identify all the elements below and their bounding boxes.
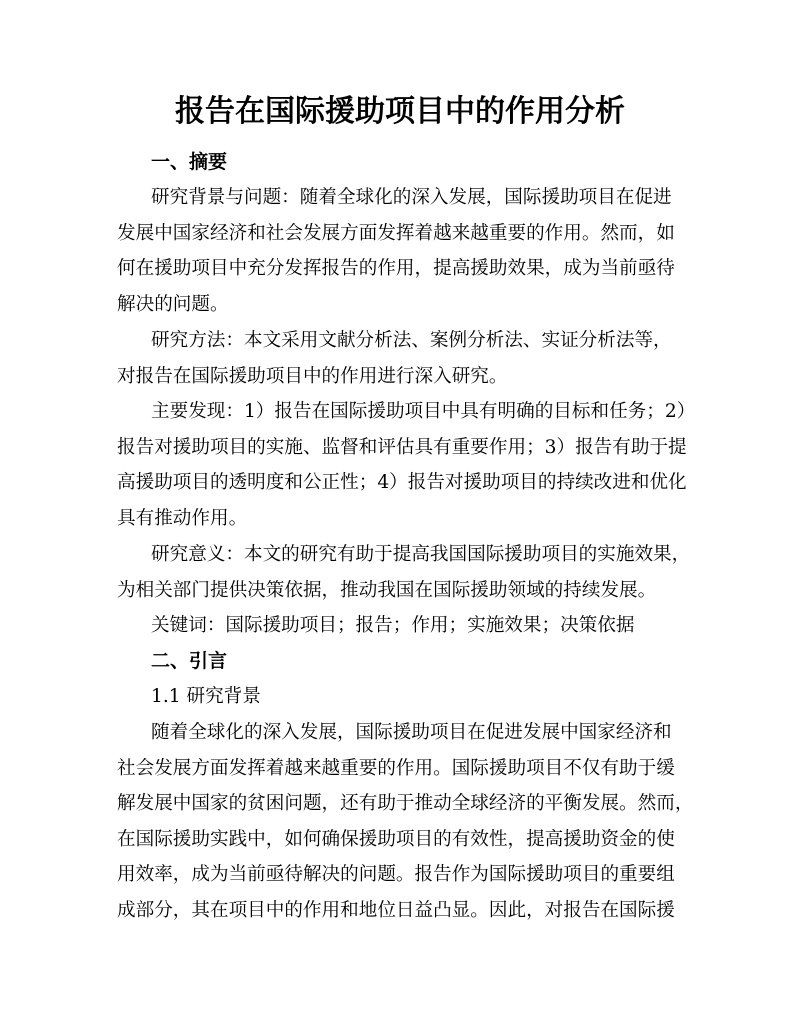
paragraph-line: 研究背景与问题：随着全球化的深入发展，国际援助项目在促进 <box>151 187 672 208</box>
document-title: 报告在国际援助项目中的作用分析 <box>175 94 625 129</box>
paragraph-line: 高援助项目的透明度和公正性；4）报告对援助项目的持续改进和优化 <box>117 472 687 493</box>
paragraph-line: 具有推动作用。 <box>117 508 248 529</box>
paragraph-line: 解发展中国家的贫困问题，还有助于推动全球经济的平衡发展。然而， <box>117 793 694 814</box>
paragraph-line: 何在援助项目中充分发挥报告的作用，提高援助效果，成为当前亟待 <box>117 258 675 279</box>
paragraph-line: 随着全球化的深入发展，国际援助项目在促进发展中国家经济和 <box>151 722 672 743</box>
abstract-heading: 一、摘要 <box>151 151 228 173</box>
subsection-heading: 1.1 研究背景 <box>151 686 261 707</box>
paragraph-line: 为相关部门提供决策依据，推动我国在国际援助领域的持续发展。 <box>117 580 657 601</box>
keywords-line: 关键词：国际援助项目；报告；作用；实施效果；决策依据 <box>151 615 635 636</box>
paragraph-line: 用效率，成为当前亟待解决的问题。报告作为国际援助项目的重要组 <box>117 864 675 885</box>
paragraph-line: 研究方法：本文采用文献分析法、案例分析法、实证分析法等， <box>151 330 672 351</box>
paragraph-line: 在国际援助实践中，如何确保援助项目的有效性，提高援助资金的使 <box>117 829 675 850</box>
paragraph-line: 对报告在国际援助项目中的作用进行深入研究。 <box>117 366 508 387</box>
paragraph-line: 主要发现：1）报告在国际援助项目中具有明确的目标和任务；2） <box>151 401 696 422</box>
paragraph-line: 研究意义：本文的研究有助于提高我国国际援助项目的实施效果， <box>151 544 691 565</box>
paragraph-line: 社会发展方面发挥着越来越重要的作用。国际援助项目不仅有助于缓 <box>117 758 675 779</box>
intro-heading: 二、引言 <box>151 650 228 672</box>
paragraph-line: 成部分，其在项目中的作用和地位日益凸显。因此，对报告在国际援 <box>117 900 675 921</box>
paragraph-line: 报告对援助项目的实施、监督和评估具有重要作用；3）报告有助于提 <box>117 437 687 458</box>
paragraph-line: 发展中国家经济和社会发展方面发挥着越来越重要的作用。然而，如 <box>117 223 675 244</box>
paragraph-line: 解决的问题。 <box>117 294 229 315</box>
